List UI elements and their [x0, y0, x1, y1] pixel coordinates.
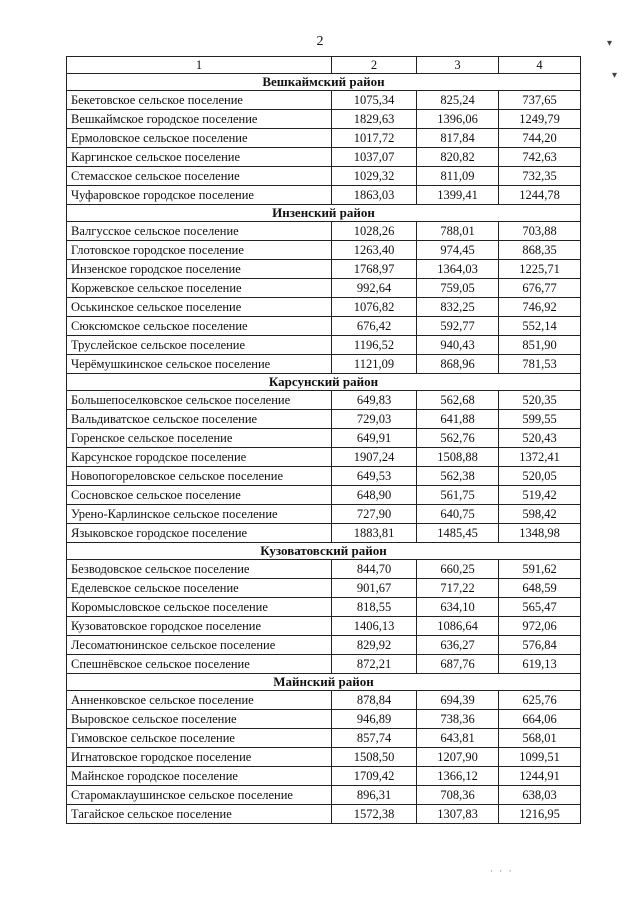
value-cell: 1366,12: [417, 767, 499, 786]
value-cell: 746,92: [499, 298, 581, 317]
value-cell: 1029,32: [332, 167, 417, 186]
value-cell: 737,65: [499, 91, 581, 110]
value-cell: 857,74: [332, 729, 417, 748]
value-cell: 825,24: [417, 91, 499, 110]
settlement-name: Анненковское сельское поселение: [67, 691, 332, 710]
value-cell: 1307,83: [417, 805, 499, 824]
value-cell: 520,05: [499, 467, 581, 486]
value-cell: 872,21: [332, 655, 417, 674]
value-cell: 519,42: [499, 486, 581, 505]
value-cell: 619,13: [499, 655, 581, 674]
settlement-name: Черёмушкинское сельское поселение: [67, 355, 332, 374]
section-header-row: [67, 374, 581, 391]
table-row: [67, 186, 581, 205]
settlement-name: Вешкаймское городское поселение: [67, 110, 332, 129]
value-cell: 703,88: [499, 222, 581, 241]
value-cell: 561,75: [417, 486, 499, 505]
value-cell: 738,36: [417, 710, 499, 729]
value-cell: 1075,34: [332, 91, 417, 110]
district-name: Кузоватовский район: [67, 543, 581, 560]
table-row: [67, 241, 581, 260]
table-row: [67, 355, 581, 374]
value-cell: 1263,40: [332, 241, 417, 260]
value-cell: 1244,78: [499, 186, 581, 205]
table-row: [67, 710, 581, 729]
value-cell: 565,47: [499, 598, 581, 617]
settlement-name: Вальдиватское сельское поселение: [67, 410, 332, 429]
table-row: [67, 148, 581, 167]
value-cell: 1709,42: [332, 767, 417, 786]
value-cell: 727,90: [332, 505, 417, 524]
value-cell: 946,89: [332, 710, 417, 729]
settlement-name: Ермоловское сельское поселение: [67, 129, 332, 148]
column-header: 3: [417, 57, 499, 74]
district-name: Майнский район: [67, 674, 581, 691]
settlements-table: [66, 56, 581, 824]
table-row: [67, 579, 581, 598]
value-cell: 1076,82: [332, 298, 417, 317]
settlement-name: Коржевское сельское поселение: [67, 279, 332, 298]
table-row: [67, 560, 581, 579]
value-cell: 1364,03: [417, 260, 499, 279]
value-cell: 972,06: [499, 617, 581, 636]
value-cell: 1249,79: [499, 110, 581, 129]
value-cell: 676,42: [332, 317, 417, 336]
value-cell: 742,63: [499, 148, 581, 167]
settlement-name: Кузоватовское городское поселение: [67, 617, 332, 636]
value-cell: 638,03: [499, 786, 581, 805]
value-cell: 640,75: [417, 505, 499, 524]
settlement-name: Сосновское сельское поселение: [67, 486, 332, 505]
value-cell: 844,70: [332, 560, 417, 579]
table-row: [67, 298, 581, 317]
settlement-name: Горенское сельское поселение: [67, 429, 332, 448]
value-cell: 1396,06: [417, 110, 499, 129]
value-cell: 1485,45: [417, 524, 499, 543]
value-cell: 901,67: [332, 579, 417, 598]
value-cell: 1399,41: [417, 186, 499, 205]
value-cell: 643,81: [417, 729, 499, 748]
district-name: Инзенский район: [67, 205, 581, 222]
settlement-name: Гимовское сельское поселение: [67, 729, 332, 748]
settlement-name: Игнатовское городское поселение: [67, 748, 332, 767]
table-row: [67, 636, 581, 655]
value-cell: 1017,72: [332, 129, 417, 148]
settlement-name: Выровское сельское поселение: [67, 710, 332, 729]
value-cell: 660,25: [417, 560, 499, 579]
value-cell: 817,84: [417, 129, 499, 148]
scan-mark: ▾: [612, 70, 618, 81]
value-cell: 694,39: [417, 691, 499, 710]
table-row: [67, 729, 581, 748]
section-header-row: [67, 674, 581, 691]
settlement-name: Стемасское сельское поселение: [67, 167, 332, 186]
value-cell: 896,31: [332, 786, 417, 805]
value-cell: 520,43: [499, 429, 581, 448]
table-row: [67, 505, 581, 524]
table-body: [67, 74, 581, 824]
value-cell: 811,09: [417, 167, 499, 186]
table-row: [67, 260, 581, 279]
value-cell: 1225,71: [499, 260, 581, 279]
value-cell: 868,96: [417, 355, 499, 374]
value-cell: 1572,38: [332, 805, 417, 824]
value-cell: 832,25: [417, 298, 499, 317]
settlement-name: Труслейское сельское поселение: [67, 336, 332, 355]
value-cell: 1508,50: [332, 748, 417, 767]
header-row: [67, 57, 581, 74]
section-header-row: [67, 74, 581, 91]
table-row: [67, 524, 581, 543]
settlement-name: Чуфаровское городское поселение: [67, 186, 332, 205]
value-cell: 552,14: [499, 317, 581, 336]
settlement-name: Большепоселковское сельское поселение: [67, 391, 332, 410]
table-row: [67, 167, 581, 186]
value-cell: 1372,41: [499, 448, 581, 467]
table-row: [67, 467, 581, 486]
table-row: [67, 617, 581, 636]
value-cell: 634,10: [417, 598, 499, 617]
value-cell: 641,88: [417, 410, 499, 429]
value-cell: 1863,03: [332, 186, 417, 205]
settlement-name: Бекетовское сельское поселение: [67, 91, 332, 110]
table-row: [67, 767, 581, 786]
value-cell: 648,59: [499, 579, 581, 598]
table-row: [67, 129, 581, 148]
value-cell: 576,84: [499, 636, 581, 655]
value-cell: 598,42: [499, 505, 581, 524]
table-row: [67, 805, 581, 824]
district-name: Карсунский район: [67, 374, 581, 391]
table-row: [67, 655, 581, 674]
value-cell: 1037,07: [332, 148, 417, 167]
value-cell: 1099,51: [499, 748, 581, 767]
value-cell: 818,55: [332, 598, 417, 617]
table-row: [67, 691, 581, 710]
value-cell: 1768,97: [332, 260, 417, 279]
value-cell: 729,03: [332, 410, 417, 429]
table-row: [67, 786, 581, 805]
settlement-name: Сюксюмское сельское поселение: [67, 317, 332, 336]
settlement-name: Безводовское сельское поселение: [67, 560, 332, 579]
column-header: 2: [332, 57, 417, 74]
table-row: [67, 429, 581, 448]
value-cell: 878,84: [332, 691, 417, 710]
settlement-name: Оськинское сельское поселение: [67, 298, 332, 317]
page-number: 2: [316, 34, 324, 49]
table-row: [67, 279, 581, 298]
district-name: Вешкаймский район: [67, 74, 581, 91]
column-header: 4: [499, 57, 581, 74]
table-row: [67, 222, 581, 241]
value-cell: 940,43: [417, 336, 499, 355]
value-cell: 1086,64: [417, 617, 499, 636]
value-cell: 591,62: [499, 560, 581, 579]
value-cell: 562,76: [417, 429, 499, 448]
value-cell: 788,01: [417, 222, 499, 241]
table-row: [67, 391, 581, 410]
value-cell: 636,27: [417, 636, 499, 655]
value-cell: 1348,98: [499, 524, 581, 543]
column-header: 1: [67, 57, 332, 74]
value-cell: 992,64: [332, 279, 417, 298]
table-row: [67, 336, 581, 355]
value-cell: 648,90: [332, 486, 417, 505]
value-cell: 1883,81: [332, 524, 417, 543]
value-cell: 717,22: [417, 579, 499, 598]
section-header-row: [67, 543, 581, 560]
value-cell: 664,06: [499, 710, 581, 729]
value-cell: 625,76: [499, 691, 581, 710]
value-cell: 1907,24: [332, 448, 417, 467]
settlement-name: Еделевское сельское поселение: [67, 579, 332, 598]
value-cell: 1406,13: [332, 617, 417, 636]
table-row: [67, 410, 581, 429]
section-header-row: [67, 205, 581, 222]
value-cell: 649,91: [332, 429, 417, 448]
settlement-name: Валгусское сельское поселение: [67, 222, 332, 241]
value-cell: 676,77: [499, 279, 581, 298]
value-cell: 599,55: [499, 410, 581, 429]
value-cell: 759,05: [417, 279, 499, 298]
settlement-name: Старомаклаушинское сельское поселение: [67, 786, 332, 805]
value-cell: 1207,90: [417, 748, 499, 767]
value-cell: 744,20: [499, 129, 581, 148]
value-cell: 568,01: [499, 729, 581, 748]
value-cell: 1244,91: [499, 767, 581, 786]
value-cell: 1829,63: [332, 110, 417, 129]
table-row: [67, 317, 581, 336]
table-row: [67, 748, 581, 767]
settlement-name: Спешнёвское сельское поселение: [67, 655, 332, 674]
table-row: [67, 448, 581, 467]
value-cell: 820,82: [417, 148, 499, 167]
settlement-name: Каргинское сельское поселение: [67, 148, 332, 167]
value-cell: 1508,88: [417, 448, 499, 467]
value-cell: 649,53: [332, 467, 417, 486]
settlement-name: Урено-Карлинское сельское поселение: [67, 505, 332, 524]
settlement-name: Лесоматюнинское сельское поселение: [67, 636, 332, 655]
value-cell: 708,36: [417, 786, 499, 805]
settlement-name: Языковское городское поселение: [67, 524, 332, 543]
table-row: [67, 110, 581, 129]
table-row: [67, 486, 581, 505]
scan-mark: · · ·: [490, 866, 514, 876]
value-cell: 829,92: [332, 636, 417, 655]
value-cell: 1216,95: [499, 805, 581, 824]
value-cell: 1121,09: [332, 355, 417, 374]
settlement-name: Коромысловское сельское поселение: [67, 598, 332, 617]
value-cell: 687,76: [417, 655, 499, 674]
value-cell: 562,38: [417, 467, 499, 486]
value-cell: 562,68: [417, 391, 499, 410]
value-cell: 592,77: [417, 317, 499, 336]
value-cell: 974,45: [417, 241, 499, 260]
value-cell: 1196,52: [332, 336, 417, 355]
settlement-name: Карсунское городское поселение: [67, 448, 332, 467]
value-cell: 781,53: [499, 355, 581, 374]
table-row: [67, 91, 581, 110]
settlement-name: Инзенское городское поселение: [67, 260, 332, 279]
value-cell: 520,35: [499, 391, 581, 410]
value-cell: 1028,26: [332, 222, 417, 241]
value-cell: 732,35: [499, 167, 581, 186]
table-row: [67, 598, 581, 617]
value-cell: 851,90: [499, 336, 581, 355]
value-cell: 649,83: [332, 391, 417, 410]
scan-mark: ▾: [607, 38, 613, 49]
settlement-name: Майнское городское поселение: [67, 767, 332, 786]
settlement-name: Тагайское сельское поселение: [67, 805, 332, 824]
value-cell: 868,35: [499, 241, 581, 260]
settlement-name: Глотовское городское поселение: [67, 241, 332, 260]
settlement-name: Новопогореловское сельское поселение: [67, 467, 332, 486]
